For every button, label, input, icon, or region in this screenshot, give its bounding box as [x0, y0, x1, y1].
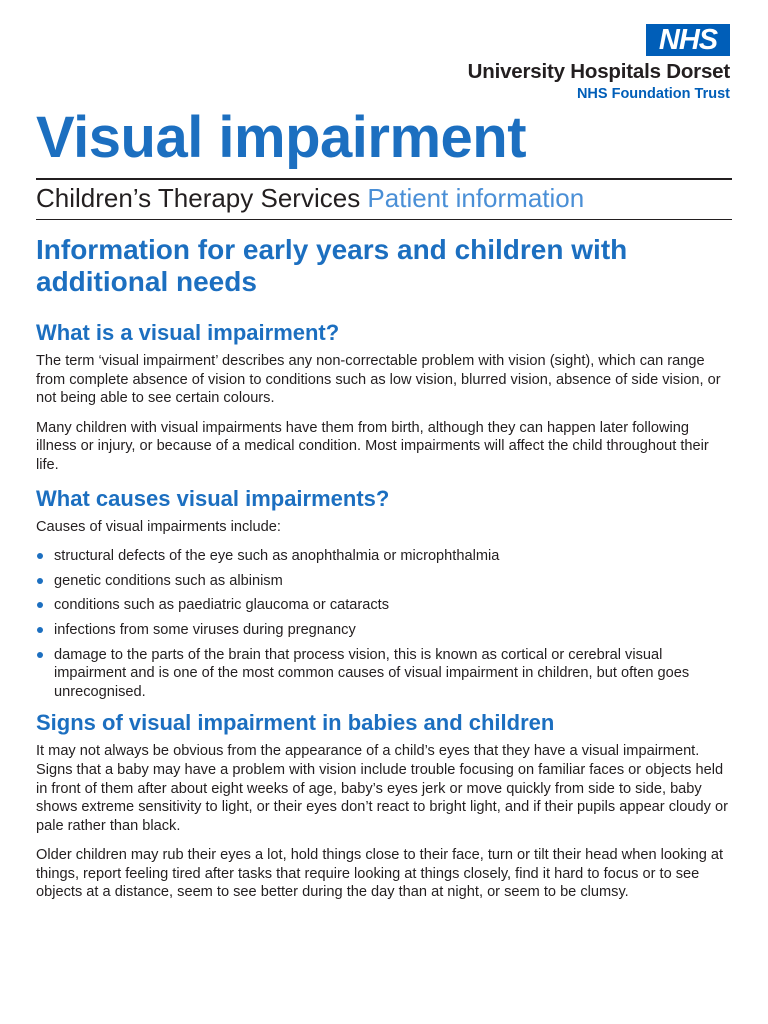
list-item: [36, 596, 732, 615]
list-item-text: infections from some viruses during pregnancy: [54, 621, 356, 638]
subtitle: [36, 182, 584, 214]
bullet-icon: [37, 627, 43, 633]
paragraph: Older children may rub their eyes a lot, hold things close to their face, turn or tilt their head when looking at things, report feeling tired after tasks that require looking at things closely, find it hard to focus or to see objects at a distance, seem to see better during the day than at night, or seem to be clumsy.: [36, 847, 724, 901]
section-causes: [36, 486, 732, 702]
paragraph: It may not always be obvious from the appearance of a child’s eyes that they have a visual impairment. Signs that a baby may have a problem with vision include trouble focusing on familiar faces or objects held in front of them after about eight weeks of age, baby’s eyes jerk or move quickly from side to side, baby shows extreme sensitivity to light, or their eyes don’t react to bright light, and if their pupils appear cloudy or pale rather than black.: [36, 743, 728, 834]
title-divider: [36, 178, 732, 180]
section-what-is: [36, 320, 732, 475]
section-heading: What causes visual impairments?: [36, 485, 390, 511]
bullet-icon: [37, 553, 43, 559]
paragraph: Many children with visual impairments have them from birth, although they can happen later following illness or injury, or because of a medical condition. Most impairments will affect the child throughout their life.: [36, 419, 709, 473]
lead-heading: Information for early years and children with additional needs: [36, 234, 628, 297]
list-item: [36, 646, 732, 702]
document-type: Patient information: [367, 183, 585, 213]
nhs-logo: NHS: [646, 24, 730, 56]
service-name: Children’s Therapy Services: [36, 183, 361, 213]
causes-list: [36, 547, 732, 701]
section-heading: Signs of visual impairment in babies and children: [36, 710, 555, 736]
list-item-text: conditions such as paediatric glaucoma or cataracts: [54, 597, 390, 614]
bullet-icon: [37, 578, 43, 584]
main-content: [36, 234, 732, 913]
list-item: [36, 547, 732, 566]
section-heading: What is a visual impairment?: [36, 320, 340, 345]
section-signs: [36, 710, 732, 902]
paragraph: The term ‘visual impairment’ describes any non-correctable problem with vision (sight), which can range from complete absence of vision to conditions such as low vision, blurred vision, absence of side vision, or not being able to see certain colours.: [36, 353, 721, 407]
list-intro: Causes of visual impairments include:: [36, 518, 281, 535]
list-item-text: structural defects of the eye such as anophthalmia or microphthalmia: [54, 548, 500, 565]
organisation-subtitle: NHS Foundation Trust: [576, 86, 730, 102]
list-item-text: damage to the parts of the brain that process vision, this is known as cortical or cerebral visual impairment and is one of the most common causes of visual impairment in children, but often goes unrecognised.: [54, 646, 690, 700]
subtitle-divider: [36, 219, 732, 220]
list-item: [36, 572, 732, 591]
bullet-icon: [37, 652, 43, 658]
list-item-text: genetic conditions such as albinism: [54, 572, 283, 589]
list-item: [36, 621, 732, 640]
page-title: Visual impairment: [36, 105, 527, 170]
organisation-name: University Hospitals Dorset: [467, 60, 730, 83]
bullet-icon: [37, 602, 43, 608]
